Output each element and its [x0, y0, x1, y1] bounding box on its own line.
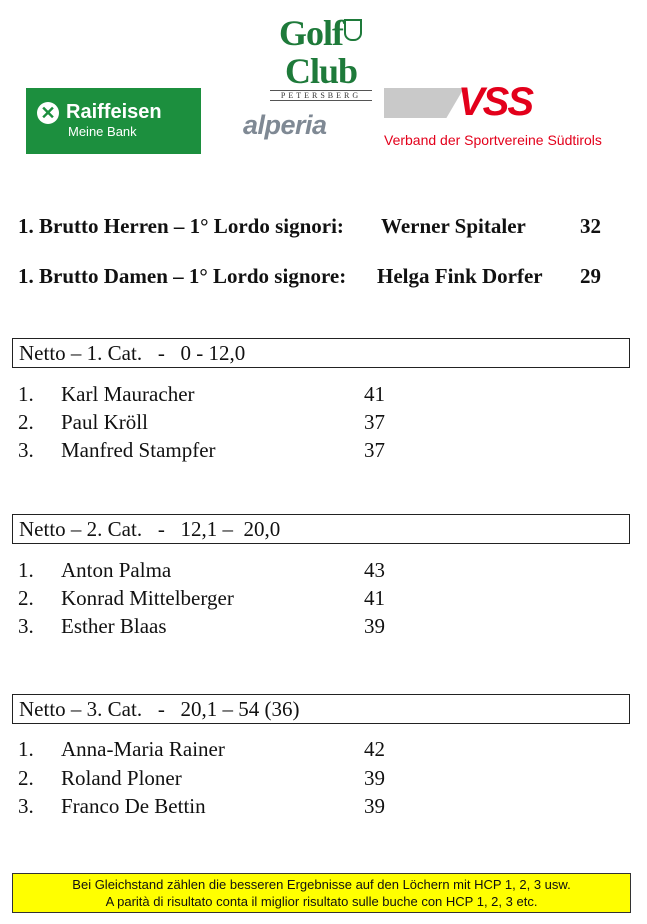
result-score: 39: [364, 766, 385, 790]
vss-logo-letters: VSS: [458, 80, 533, 124]
raiffeisen-logo-name: Raiffeisen: [66, 101, 162, 123]
result-row: [18, 764, 618, 792]
result-row: [18, 735, 618, 763]
alperia-logo: alperia: [243, 110, 327, 140]
brutto-winner-name: Helga Fink Dorfer: [377, 264, 543, 288]
result-name: Manfred Stampfer: [61, 438, 216, 462]
category-1-header: Netto – 1. Cat. - 0 - 12,0: [12, 338, 630, 368]
golfclub-logo: [266, 13, 376, 100]
tiebreak-note-it: A parità di risultato conta il miglior risultato sulle buche con HCP 1, 2, 3 etc.: [105, 894, 538, 909]
tiebreak-note-de: Bei Gleichstand zählen die besseren Ergebnisse auf den Löchern mit HCP 1, 2, 3 usw.: [72, 877, 571, 892]
result-name: Karl Mauracher: [61, 382, 195, 406]
raiffeisen-logo: [26, 88, 201, 154]
result-rank: 1.: [18, 737, 34, 761]
golfclub-logo-subtitle: PETERSBERG: [270, 90, 372, 101]
result-rank: 3.: [18, 614, 34, 638]
tiebreak-note: [12, 873, 631, 913]
result-score: 42: [364, 737, 385, 761]
result-rank: 3.: [18, 794, 34, 818]
result-row: [18, 792, 618, 820]
golf-crest-icon: [344, 19, 362, 41]
vss-logo: [384, 80, 610, 152]
result-rank: 2.: [18, 766, 34, 790]
result-name: Roland Ploner: [61, 766, 182, 790]
result-rank: 1.: [18, 558, 34, 582]
raiffeisen-emblem-icon: ✕: [37, 102, 59, 124]
brutto-winner-name: Werner Spitaler: [381, 214, 526, 238]
result-name: Paul Kröll: [61, 410, 148, 434]
result-rank: 2.: [18, 586, 34, 610]
brutto-score: 29: [580, 264, 601, 288]
result-row: [18, 556, 618, 584]
result-rank: 1.: [18, 382, 34, 406]
result-score: 41: [364, 382, 385, 406]
category-2-header: Netto – 2. Cat. - 12,1 – 20,0: [12, 514, 630, 544]
golfclub-logo-golf-text: Golf: [279, 13, 343, 53]
brutto-label: 1. Brutto Herren – 1° Lordo signori:: [18, 214, 344, 238]
result-name: Anton Palma: [61, 558, 172, 582]
result-name: Konrad Mittelberger: [61, 586, 234, 610]
result-name: Esther Blaas: [61, 614, 167, 638]
result-row: [18, 380, 618, 408]
result-score: 37: [364, 410, 385, 434]
golfclub-logo-club-text: Club: [284, 51, 358, 91]
result-score: 37: [364, 438, 385, 462]
vss-grey-bar-icon: [384, 88, 464, 118]
result-name: Anna-Maria Rainer: [61, 737, 225, 761]
raiffeisen-logo-tagline: Meine Bank: [68, 124, 137, 139]
result-row: [18, 612, 618, 640]
result-name: Franco De Bettin: [61, 794, 206, 818]
result-score: 43: [364, 558, 385, 582]
brutto-label: 1. Brutto Damen – 1° Lordo signore:: [18, 264, 347, 288]
result-row: [18, 584, 618, 612]
result-score: 39: [364, 614, 385, 638]
vss-logo-tagline: Verband der Sportvereine Südtirols: [384, 132, 602, 148]
result-row: [18, 436, 618, 464]
result-score: 39: [364, 794, 385, 818]
brutto-score: 32: [580, 214, 601, 238]
result-score: 41: [364, 586, 385, 610]
result-row: [18, 408, 618, 436]
result-rank: 3.: [18, 438, 34, 462]
result-rank: 2.: [18, 410, 34, 434]
category-3-header: Netto – 3. Cat. - 20,1 – 54 (36): [12, 694, 630, 724]
